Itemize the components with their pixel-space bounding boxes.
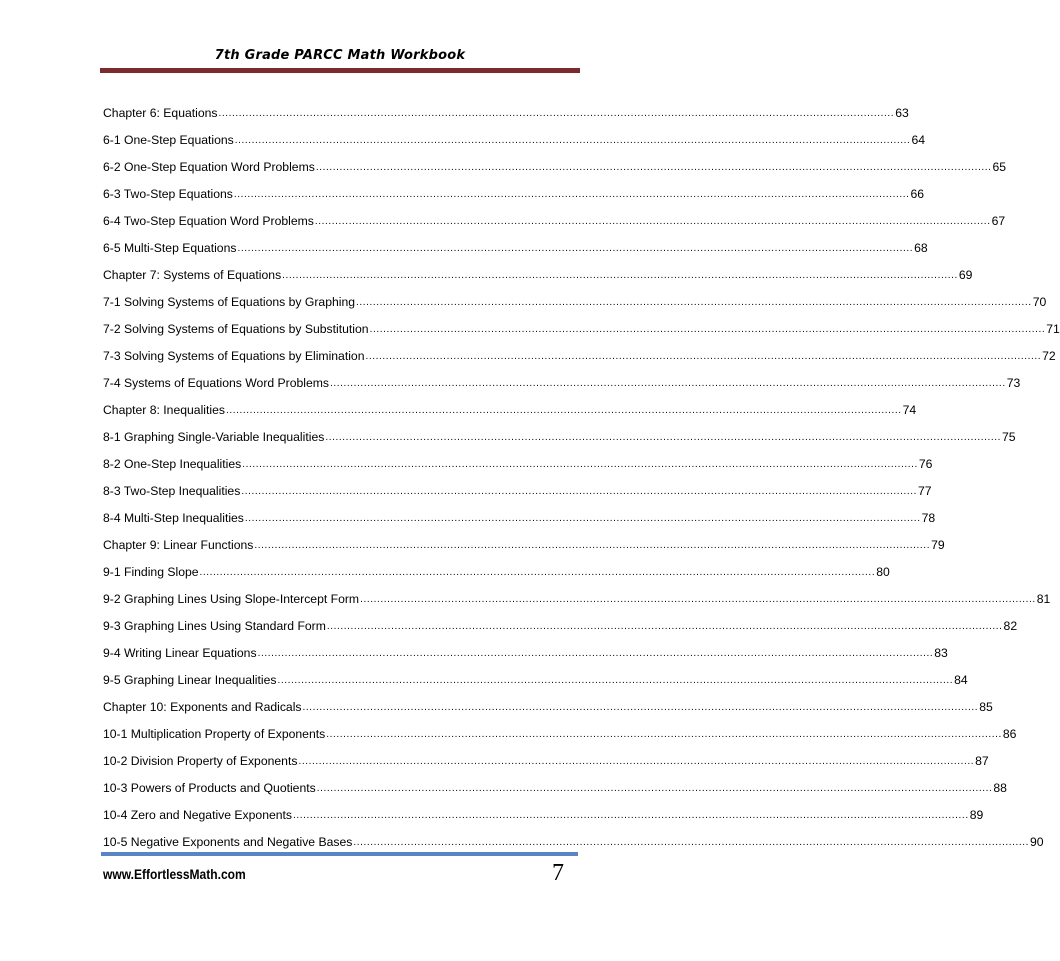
toc-dot-leader: ........................................................................................................................................................................................................ — [314, 216, 991, 227]
toc-dot-leader: ........................................................................................................................................................................................................ — [353, 837, 1029, 848]
toc-dot-leader: ........................................................................................................................................................................................................ — [360, 594, 1036, 605]
toc-entry[interactable] — [103, 392, 917, 419]
header-title: 7th Grade PARCC Math Workbook — [214, 48, 466, 63]
toc-entry-page: 77 — [917, 484, 932, 498]
toc-entry[interactable] — [103, 662, 968, 689]
toc-dot-leader: ........................................................................................................................................................................................................ — [326, 729, 1002, 740]
toc-entry-page: 79 — [931, 538, 945, 552]
toc-dot-leader: ........................................................................................................................................................................................................ — [293, 810, 969, 821]
toc-dot-leader: ........................................................................................................................................................................................................ — [254, 540, 931, 551]
toc-entry-page: 72 — [1042, 349, 1056, 363]
toc-dot-leader: ........................................................................................................................................................................................................ — [233, 189, 910, 200]
toc-entry-title: 7-3 Solving Systems of Equations by Elimination — [103, 349, 365, 363]
toc-entry-title: Chapter 8: Inequalities — [103, 403, 225, 417]
toc-dot-leader: ........................................................................................................................................................................................................ — [315, 162, 992, 173]
toc-dot-leader: ........................................................................................................................................................................................................ — [282, 270, 958, 281]
footer-rule — [101, 852, 578, 856]
toc-entry[interactable] — [103, 824, 1044, 851]
toc-entry-page: 69 — [958, 268, 973, 282]
toc-entry[interactable] — [103, 500, 936, 527]
toc-entry-title: 6-3 Two-Step Equations — [103, 187, 233, 201]
toc-entry-page: 75 — [1002, 430, 1016, 444]
toc-entry-title: 8-2 One-Step Inequalities — [103, 457, 242, 471]
toc-entry-title: 9-3 Graphing Lines Using Standard Form — [103, 619, 326, 633]
toc-entry[interactable] — [103, 608, 1018, 635]
toc-entry[interactable] — [103, 230, 928, 257]
toc-entry-page: 71 — [1046, 322, 1060, 336]
toc-entry-page: 66 — [910, 187, 925, 201]
toc-entry-title: Chapter 7: Systems of Equations — [103, 268, 282, 282]
toc-entry-title: 8-3 Two-Step Inequalities — [103, 484, 241, 498]
toc-entry[interactable] — [103, 473, 932, 500]
toc-entry[interactable] — [103, 446, 933, 473]
toc-entry-page: 63 — [895, 106, 909, 120]
toc-dot-leader: ........................................................................................................................................................................................................ — [237, 243, 914, 254]
toc-entry-page: 78 — [921, 511, 936, 525]
toc-dot-leader: ........................................................................................................................................................................................................ — [257, 648, 934, 659]
toc-entry[interactable] — [103, 419, 1016, 446]
toc-entry-page: 86 — [1002, 727, 1017, 741]
toc-entry-page: 87 — [975, 754, 989, 768]
toc-dot-leader: ........................................................................................................................................................................................................ — [325, 432, 1001, 443]
toc-dot-leader: ........................................................................................................................................................................................................ — [218, 108, 895, 119]
toc-dot-leader: ........................................................................................................................................................................................................ — [244, 513, 921, 524]
toc-entry-title: 6-4 Two-Step Equation Word Problems — [103, 214, 314, 228]
toc-dot-leader: ........................................................................................................................................................................................................ — [234, 135, 911, 146]
toc-entry-title: Chapter 9: Linear Functions — [103, 538, 254, 552]
toc-entry-title: 8-1 Graphing Single-Variable Inequalities — [103, 430, 325, 444]
toc-entry-title: 10-1 Multiplication Property of Exponents — [103, 727, 326, 741]
toc-entry[interactable] — [103, 257, 973, 284]
toc-entry[interactable] — [103, 176, 925, 203]
toc-entry[interactable] — [103, 122, 925, 149]
toc-entry-page: 67 — [991, 214, 1006, 228]
toc-entry-page: 88 — [993, 781, 1007, 795]
toc-entry-title: 7-1 Solving Systems of Equations by Graphing — [103, 295, 356, 309]
toc-entry[interactable] — [103, 635, 948, 662]
toc-entry-page: 65 — [992, 160, 1007, 174]
toc-dot-leader: ........................................................................................................................................................................................................ — [369, 324, 1046, 335]
toc-entry-page: 84 — [954, 673, 968, 687]
toc-entry-page: 80 — [876, 565, 890, 579]
toc-entry-page: 70 — [1032, 295, 1047, 309]
toc-entry-title: 9-2 Graphing Lines Using Slope-Intercept Form — [103, 592, 360, 606]
toc-entry-title: 7-2 Solving Systems of Equations by Substitution — [103, 322, 369, 336]
toc-entry[interactable] — [103, 365, 1021, 392]
toc-dot-leader: ........................................................................................................................................................................................................ — [298, 756, 975, 767]
page-number: 7 — [552, 860, 564, 886]
toc-entry[interactable] — [103, 770, 1007, 797]
toc-entry-page: 89 — [969, 808, 984, 822]
toc-dot-leader: ........................................................................................................................................................................................................ — [199, 567, 876, 578]
toc-entry-title: 9-4 Writing Linear Equations — [103, 646, 257, 660]
toc-entry-title: Chapter 6: Equations — [103, 106, 218, 120]
toc-entry[interactable] — [103, 716, 1017, 743]
toc-dot-leader: ........................................................................................................................................................................................................ — [330, 378, 1006, 389]
toc-entry-title: 10-4 Zero and Negative Exponents — [103, 808, 293, 822]
toc-entry-title: 6-1 One-Step Equations — [103, 133, 234, 147]
toc-entry-page: 74 — [902, 403, 917, 417]
toc-entry-title: 9-5 Graphing Linear Inequalities — [103, 673, 277, 687]
toc-entry[interactable] — [103, 311, 1060, 338]
toc-dot-leader: ........................................................................................................................................................................................................ — [241, 486, 917, 497]
toc-entry-title: 6-5 Multi-Step Equations — [103, 241, 237, 255]
toc-entry-page: 68 — [914, 241, 928, 255]
toc-entry-title: Chapter 10: Exponents and Radicals — [103, 700, 302, 714]
toc-dot-leader: ........................................................................................................................................................................................................ — [242, 459, 918, 470]
toc-entry-title: 10-2 Division Property of Exponents — [103, 754, 298, 768]
toc-entry-title: 10-5 Negative Exponents and Negative Bases — [103, 835, 353, 849]
toc-entry[interactable] — [103, 743, 989, 770]
toc-entry-page: 90 — [1030, 835, 1044, 849]
toc-entry[interactable] — [103, 554, 890, 581]
toc-entry[interactable] — [103, 689, 993, 716]
toc-dot-leader: ........................................................................................................................................................................................................ — [356, 297, 1032, 308]
toc-entry-title: 7-4 Systems of Equations Word Problems — [103, 376, 330, 390]
toc-entry-page: 85 — [979, 700, 993, 714]
toc-entry-page: 81 — [1036, 592, 1051, 606]
toc-dot-leader: ........................................................................................................................................................................................................ — [365, 351, 1042, 362]
toc-entry-title: 10-3 Powers of Products and Quotients — [103, 781, 316, 795]
toc-entry[interactable] — [103, 581, 1051, 608]
toc-dot-leader: ........................................................................................................................................................................................................ — [302, 702, 979, 713]
toc-entry[interactable] — [103, 149, 1007, 176]
toc-entry[interactable] — [103, 797, 984, 824]
footer-url[interactable]: www.EffortlessMath.com — [103, 866, 246, 882]
toc-entry-page: 83 — [934, 646, 948, 660]
toc-entry-page: 64 — [911, 133, 925, 147]
toc-dot-leader: ........................................................................................................................................................................................................ — [326, 621, 1003, 632]
toc-entry[interactable] — [103, 527, 945, 554]
header-rule — [100, 68, 580, 73]
toc-entry-page: 76 — [918, 457, 933, 471]
toc-dot-leader: ........................................................................................................................................................................................................ — [316, 783, 993, 794]
table-of-contents — [103, 95, 1060, 851]
toc-entry-title: 6-2 One-Step Equation Word Problems — [103, 160, 315, 174]
toc-entry[interactable] — [103, 203, 1006, 230]
toc-dot-leader: ........................................................................................................................................................................................................ — [277, 675, 954, 686]
toc-entry-page: 82 — [1003, 619, 1018, 633]
toc-entry[interactable] — [103, 284, 1047, 311]
toc-entry-page: 73 — [1006, 376, 1021, 390]
toc-entry-title: 9-1 Finding Slope — [103, 565, 199, 579]
toc-entry[interactable] — [103, 95, 909, 122]
toc-dot-leader: ........................................................................................................................................................................................................ — [225, 405, 902, 416]
toc-entry-title: 8-4 Multi-Step Inequalities — [103, 511, 244, 525]
toc-entry[interactable] — [103, 338, 1056, 365]
